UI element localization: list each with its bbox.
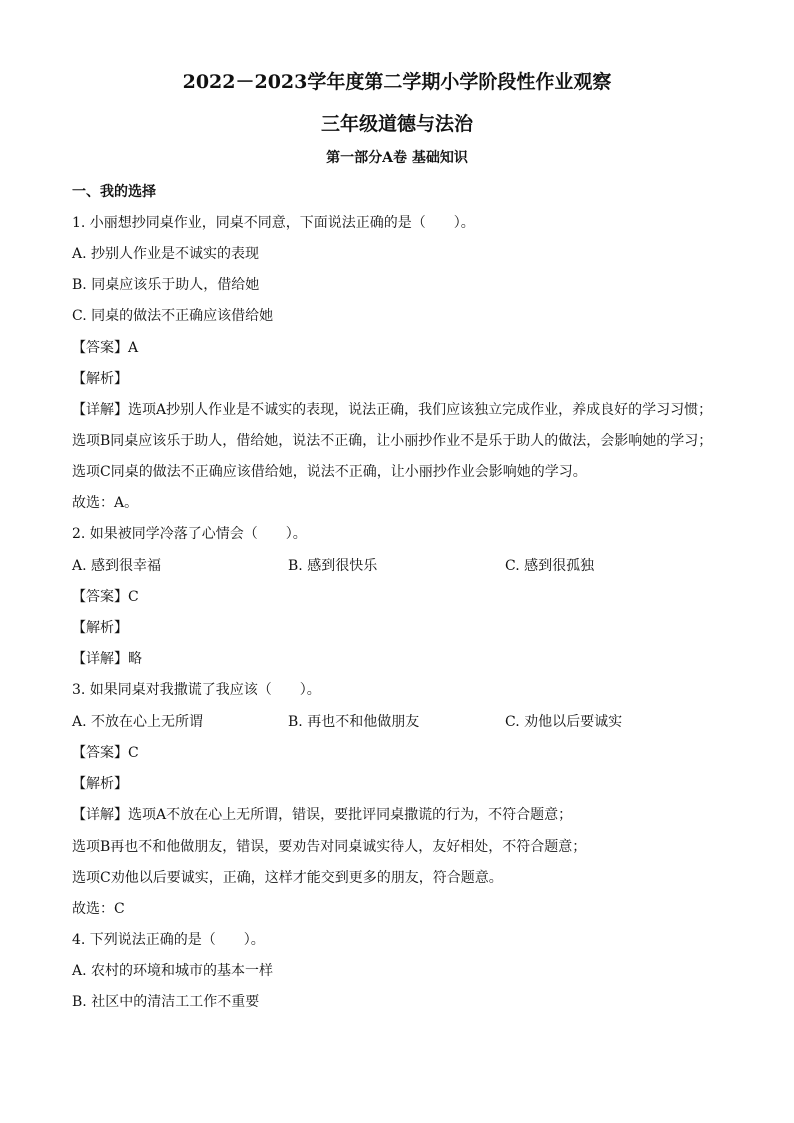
question-1-detail-line-1: 【详解】选项A抄别人作业是不诚实的表现，说法正确，我们应该独立完成作业，养成良好的学习习惯； [72,402,713,418]
question-3-option-a: A. 不放在心上无所谓 [72,714,204,730]
question-3-detail-line-1: 【详解】选项A不放在心上无所谓，错误，要批评同桌撒谎的行为，不符合题意； [72,807,573,823]
section-heading: 一、我的选择 [72,184,156,200]
question-1-detail-line-2: 选项B同桌应该乐于助人，借给她，说法不正确，让小丽抄作业不是乐于助人的做法，会影响她的学习； [72,433,713,449]
part-heading: 第一部分A卷 基础知识 [326,150,468,166]
question-3-detail-line-3: 选项C劝他以后要诚实，正确，这样才能交到更多的朋友，符合题意。 [72,870,503,886]
question-2-answer: 【答案】C [72,589,139,605]
document-title: 2022－2023学年度第二学期小学阶段性作业观察 [182,71,612,93]
question-1-analysis: 【解析】 [72,371,128,387]
question-3-option-b: B. 再也不和他做朋友 [288,714,420,730]
question-1-answer: 【答案】A [72,340,139,356]
question-1-detail-line-3: 选项C同桌的做法不正确应该借给她，说法不正确，让小丽抄作业会影响她的学习。 [72,464,587,480]
question-1-option-c: C. 同桌的做法不正确应该借给她 [72,308,274,324]
question-4-option-b: B. 社区中的清洁工工作不重要 [72,994,260,1010]
question-3-stem: 3. 如果同桌对我撒谎了我应该（ ）。 [72,682,321,698]
question-1-option-b: B. 同桌应该乐于助人，借给她 [72,277,260,293]
question-3-option-c: C. 劝他以后要诚实 [505,714,623,730]
question-2-detail: 【详解】略 [72,651,142,667]
question-2-option-b: B. 感到很快乐 [288,558,378,574]
question-2-option-c: C. 感到很孤独 [505,558,595,574]
question-3-analysis: 【解析】 [72,776,128,792]
question-4-option-a: A. 农村的环境和城市的基本一样 [72,963,274,979]
question-3-answer: 【答案】C [72,745,139,761]
question-2-option-a: A. 感到很幸福 [72,558,162,574]
question-1-stem: 1. 小丽想抄同桌作业，同桌不同意，下面说法正确的是（ ）。 [72,215,475,231]
question-3-detail-line-2: 选项B再也不和他做朋友，错误，要劝告对同桌诚实待人，友好相处，不符合题意； [72,839,587,855]
question-1-option-a: A. 抄别人作业是不诚实的表现 [72,246,260,262]
question-2-analysis: 【解析】 [72,620,128,636]
question-2-stem: 2. 如果被同学冷落了心情会（ ）。 [72,526,307,542]
question-4-stem: 4. 下列说法正确的是（ ）。 [72,932,265,948]
question-1-result: 故选：A。 [72,495,139,511]
question-3-result: 故选：C [72,901,125,917]
document-subtitle: 三年级道德与法治 [320,113,473,135]
